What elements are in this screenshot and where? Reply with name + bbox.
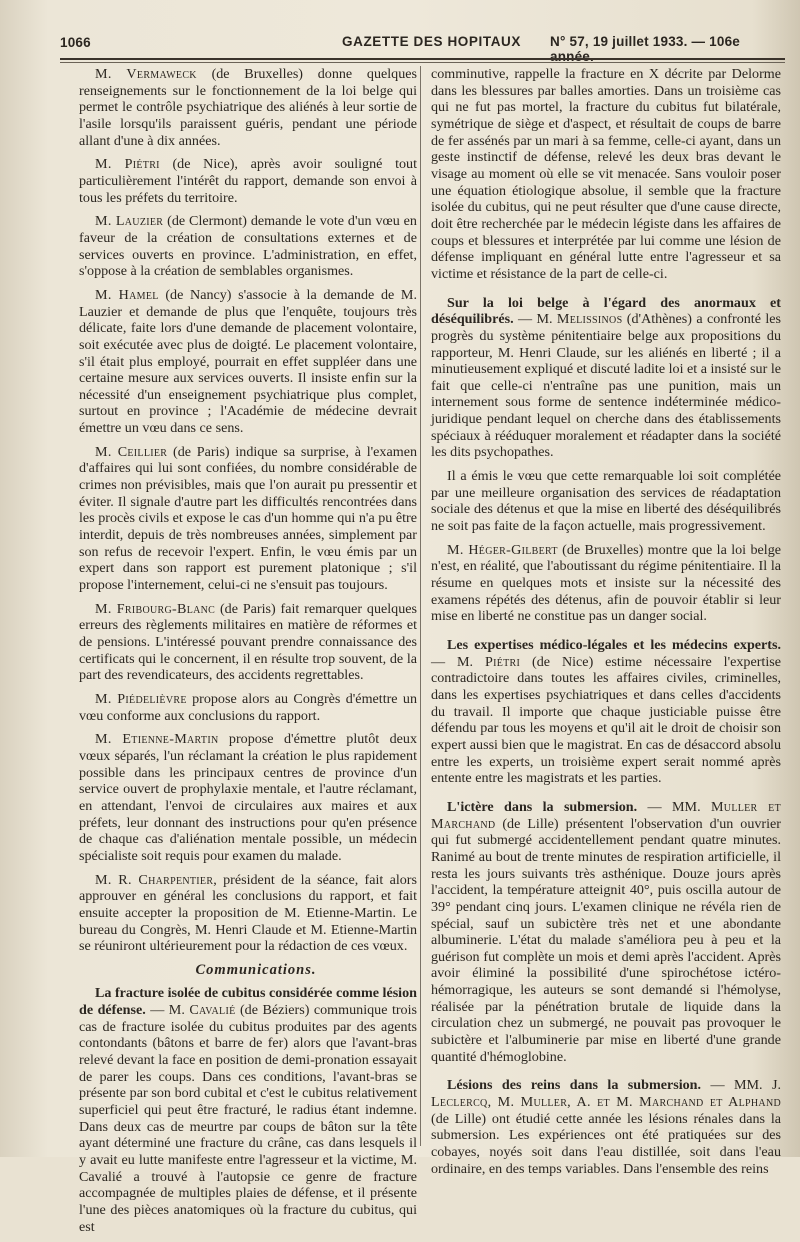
article-title: L'ictère dans la submersion. — [447, 798, 638, 815]
right-column — [431, 66, 781, 1184]
speaker-name: M. Héger-Gilbert — [447, 541, 558, 558]
paragraph — [79, 156, 417, 206]
speaker-name: Melissinos — [556, 311, 623, 328]
paragraph-text: (de Nice) estime nécessaire l'expertise contradictoire dans toutes les affaires civiles, criminelles, dans les expertises psychiatriques et dans celles d'accidents du travail. Il importe que chaque justiciable puisse être défendu par tous les moyens et qu'il ait le droit de choisir son expert aussi bien que le magistrat. En cas de désaccord absolu entre les experts, un troisième expert serait nommé après entente entre les magistrats et les parties. — [431, 653, 781, 787]
paragraph — [79, 213, 417, 280]
speaker-name: M. Ceillier — [95, 443, 168, 460]
paragraph-text: (de Bruxelles) montre que la loi belge n'est, en réalité, que l'aboutissant du régime pénitentiaire. Il la résume en quelques mots et insiste sur la nécessité des examens répétés des détenus, afin de pouvoir établir si leur mise en liberté ne constitue pas un danger social. — [431, 541, 781, 625]
speaker-name: M. Piétri — [95, 156, 160, 173]
paragraph-text: (de Clermont) demande le vote d'un vœu en faveur de la création de consultations externes et de services ouverts en province. L'administration, en effet, s'oppose à la création de semblables organismes. — [79, 213, 417, 280]
paragraph-text: (de Lille) présentent l'observation d'un ouvrier qui fut submergé accidentellement pendant quatre minutes. Ranimé au bout de trente minutes de respiration artificielle, il resta les jours suivants très asthénique. Douze jours après l'accident, la température atteignit 40°, puis oscilla autour de 39° pendant cinq jours. L'examen clinique ne révéla rien de spécial, sauf un subictère très net et une abondante albuminerie. L'état du malade s'améliora peu à peu et la guérison fut complète un mois et demi après l'accident. Après avoir éliminé la possibilité d'une spirochétose ictéro-hémorragique, les auteurs se sont demandé si l'hémolyse, réalisée par la pénétration brutale de liquide dans la circulation chez un submergé, ne pouvait pas provoquer le subictère et l'albuminerie par mise en liberté d'une grande quantité d'hémoglobine. — [431, 815, 781, 1065]
section-title: Communications. — [195, 961, 317, 978]
title-dash: — M. — [431, 653, 485, 670]
title-dash: — M. — [513, 311, 557, 328]
paragraph — [79, 287, 417, 437]
paragraph — [431, 542, 781, 625]
paragraph — [431, 799, 781, 1066]
paragraph — [79, 444, 417, 594]
speaker-name: Cavalié — [189, 1002, 236, 1019]
speaker-name: M. Fribourg-Blanc — [95, 600, 216, 617]
article-title: Lésions des reins dans la submersion. — [447, 1077, 702, 1094]
article-title: Sur la loi belge à l'égard des anormaux et déséquilibrés. — [431, 294, 781, 328]
paragraph-text: propose d'émettre plutôt deux vœux séparés, l'un réclamant la création le plus rapidement possible dans les principaux centres de province d'un service ouvert de prophylaxie mentale, et l'autre réclamant, en attendant, l'envoi de circulaires aux maires et aux préfets, leur donnant des instructions pour qu'en présence de chaque cas d'aliénation mentale possible, un médecin spécialiste soit requis pour examen du malade. — [79, 731, 417, 864]
paragraph — [431, 637, 781, 787]
column-divider — [420, 66, 421, 1146]
title-dash: — MM. J. — [701, 1077, 781, 1094]
paragraph-text: (de Paris) indique sa surprise, à l'examen d'affaires qui lui sont confiées, du nombre considérable de crimes non prévisibles, mais que l'on aurait pu pressentir et éviter. Il signale d'autre part les difficultés rencontrées dans les procès civils et expose le cas d'un homme qui n'a pu être interdit, depuis de très nombreuses années, simplement par son refus de recevoir l'expert. Enfin, le vœu émis par un expert dans son rapport est purement platonique ; s'il propose l'internement, celui-ci ne s'ensuit pas toujours. — [79, 443, 418, 594]
paragraph-text: comminutive, rappelle la fracture en X décrite par Delorme dans les blessures par balles amorties. Dans un troisième cas qui ne fut pas mortel, la fracture du cubitus fut bilatérale, symétrique de siège et d'aspect, et résultait de coups de barre de fer assénés par un mari à sa femme, celle-ci ayant, dans un geste instinctif de défense, relevé les deux bras devant le visage au moment où elle se vit menacée. Sans vouloir poser une équation étiologique absolue, il semble que la fracture isolée du cubitus, qui ne peut résulter que d'une cause directe, doit être recherchée par le médecin légiste dans les affaires de coups et blessures et interprétée par lui comme une lésion de défense impliquant en général lutte entre l'agresseur et sa victime et résistance de la part de celle-ci. — [431, 66, 781, 282]
paragraph-text: (de Paris) fait remarquer quelques erreurs des règlements militaires en matière de réformes et de pensions. L'intéressé pouvant prendre connaissance des certificats qui le concernent, il en résulte trop souvent, de la part des revendicateurs, des accidents regrettables. — [79, 600, 417, 684]
paragraph — [79, 66, 417, 149]
paragraph — [79, 731, 417, 864]
speaker-name: M. Hamel — [95, 286, 159, 303]
speaker-name: M. Piédelièvre — [95, 690, 187, 707]
paragraph-text: , président de la séance, fait alors approuver en général les conclusions du rapport, et fait ensuite accepter la proposition de M. Etienne-Martin. Le bureau du Congrès, M. Henri Claude et M. Etienne-Martin se réuniront ultérieurement pour la rédaction de ces vœux. — [79, 871, 417, 955]
paragraph-text: (d'Athènes) a confronté les progrès du système pénitentiaire belge aux propositions du rapporteur, M. Henri Claude, sur les aliénés en liberté ; il a minutieusement expliqué et discuté ladite loi et a insisté sur le fait que celle-ci n'entraîne pas une punition, mais un internement sous forme de sentence indéterminée médico-juridique pendant lequel on cherche dans des établissements spéciaux à rééduquer moralement et réadapter dans la société les dits psychopathes. — [431, 311, 781, 461]
page-header — [60, 30, 785, 64]
speaker-name: Piétri — [484, 653, 521, 670]
speaker-name: Muller et Marchand — [431, 798, 781, 832]
paragraph — [431, 66, 781, 283]
page-number: 1066 — [60, 35, 91, 50]
paragraph — [431, 468, 781, 535]
speaker-name: M. Vermaweck — [95, 66, 197, 82]
paragraph-text: (de Béziers) communique trois cas de fracture isolée du cubitus produites par des agents contondants (bâtons et barre de fer) alors que l'avant-bras relevé devant la face en position de demi-pronation essayait de parer les coups. Dans ces conditions, l'avant-bras se présente par son bord cubital et c'est le cubitus relativement superficiel qui peut être fracturé, le radius étant indemne. Dans deux cas de meurtre par coups de bâton sur la tête ayant déterminé une fracture du crâne, cas dans lesquels il y avait eu lutte manifeste entre l'agresseur et la victime, M. Cavalié a trouvé à l'autopsie ce genre de fracture accompagnée de multiples plaies de défense, et il présente l'une des pièces anatomiques où la fracture du cubitus, qui est — [79, 1002, 418, 1235]
paragraph — [431, 1077, 781, 1177]
header-rule — [60, 58, 785, 60]
article-title: La fracture isolée de cubitus considérée comme lésion de défense. — [79, 985, 417, 1019]
paragraph-text: (de Nancy) s'associe à la demande de M. Lauzier et demande de plus que l'enquête, toujours très délicate, faite lors d'une demande de placement volontaire, soit exécutée avec plus de doigté. Le placement volontaire, s'il était plus employé, pourrait en effet suppléer dans une certaine mesure aux services ouverts. Il insiste enfin sur la nécessité d'un enseignement psychiatrique plus complet, surtout en province ; l'Académie de médecine devrait émettre un vœu dans ce sens. — [79, 286, 417, 437]
paragraph — [79, 985, 417, 1235]
paragraph-text: (de Bruxelles) donne quelques renseignements sur le fonctionnement de la loi belge qui permet le contrôle psychiatrique des aliénés à leur sortie de l'asile lorsqu'ils paraissent guéris, pendant une période allant d'une à dix années. — [79, 66, 417, 149]
journal-title: GAZETTE DES HOPITAUX — [342, 34, 522, 49]
article-title: Les expertises médico-légales et les médecins experts. — [447, 637, 781, 653]
title-dash: — MM. — [637, 798, 711, 815]
paragraph-text: Il a émis le vœu que cette remarquable loi soit complétée par une meilleure organisation des services de réadaptation sociale des détenus et que la mise en liberté des déséquilibrés ne soit pas faite de la façon actuelle, mais progressivement. — [431, 468, 781, 535]
paragraph-text: propose alors au Congrès d'émettre un vœu conforme aux conclusions du rapport. — [79, 690, 417, 724]
paragraph — [79, 601, 417, 684]
header-rule-thin — [60, 62, 785, 63]
paragraph-text: (de Lille) ont étudié cette année les lésions rénales dans la submersion. Les expériences ont été pratiquées sur des cobayes, noyés soit dans l'eau distillée, soit dans l'eau ordinaire, en des temps variables. Dans l'ensemble des reins — [431, 1110, 781, 1177]
speaker-name: M. Lauzier — [95, 213, 164, 230]
title-dash: — M. — [145, 1002, 190, 1019]
paragraph — [431, 295, 781, 462]
left-column — [79, 66, 417, 1242]
issue-info: N° 57, 19 juillet 1933. — 106e année. — [550, 34, 741, 64]
speaker-name: M. R. Charpentier — [95, 871, 214, 888]
paragraph-text: (de Nice), après avoir souligné tout particulièrement l'intérêt du rapport, demande son envoi à tous les préfets du territoire. — [79, 156, 417, 206]
speaker-name: M. Etienne-Martin — [95, 731, 219, 748]
paragraph — [79, 691, 417, 724]
speaker-name: Leclercq, M. Muller, A. et M. Marchand et Alphand — [431, 1094, 781, 1111]
paragraph — [79, 872, 417, 955]
